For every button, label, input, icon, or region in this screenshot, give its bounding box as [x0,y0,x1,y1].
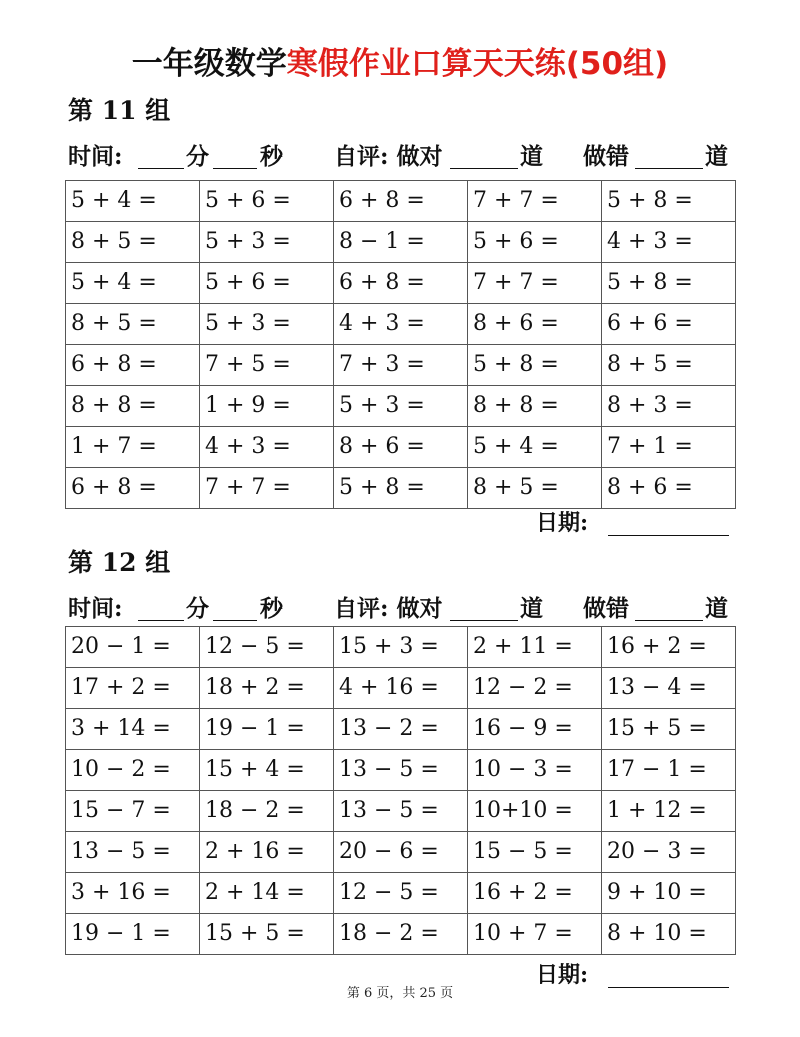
date-row [536,508,736,538]
problem-cell[interactable]: 15 − 5 = [468,832,602,873]
page-title-part2: 寒假作业口算天天练(50组) [286,46,669,82]
problem-cell[interactable]: 6 + 8 = [66,345,200,386]
problem-cell[interactable]: 8 + 5 = [468,468,602,509]
wrong-unit-label: 道 [705,595,728,622]
problem-cell[interactable]: 7 + 7 = [468,181,602,222]
problem-cell[interactable]: 13 − 4 = [602,668,736,709]
problem-cell[interactable]: 10+10 = [468,791,602,832]
problem-cell[interactable]: 6 + 6 = [602,304,736,345]
problem-grid [65,626,736,955]
problem-cell[interactable]: 20 − 3 = [602,832,736,873]
problem-cell[interactable]: 5 + 4 = [66,181,200,222]
problem-cell[interactable]: 7 + 7 = [468,263,602,304]
problem-cell[interactable]: 6 + 8 = [66,468,200,509]
problem-cell[interactable]: 18 − 2 = [334,914,468,955]
problem-cell[interactable]: 7 + 7 = [200,468,334,509]
problem-cell[interactable]: 7 + 1 = [602,427,736,468]
problem-cell[interactable]: 8 − 1 = [334,222,468,263]
minutes-blank[interactable] [138,168,184,169]
problem-cell[interactable]: 8 + 5 = [66,304,200,345]
problem-cell[interactable]: 7 + 5 = [200,345,334,386]
problem-row [66,181,736,222]
problem-cell[interactable]: 2 + 14 = [200,873,334,914]
problem-row [66,345,736,386]
problem-cell[interactable]: 5 + 6 = [200,181,334,222]
problem-cell[interactable]: 15 − 7 = [66,791,200,832]
correct-unit-label: 道 [520,595,543,622]
minutes-blank[interactable] [138,620,184,621]
problem-cell[interactable]: 16 + 2 = [602,627,736,668]
problem-cell[interactable]: 8 + 5 = [602,345,736,386]
wrong-label: 做错 [583,143,629,170]
page-title-part1: 一年级数学 [131,46,287,82]
problem-cell[interactable]: 3 + 14 = [66,709,200,750]
problem-row [66,222,736,263]
problem-cell[interactable]: 2 + 16 = [200,832,334,873]
group-title: 第 12 组 [68,548,171,577]
problem-cell[interactable]: 10 − 3 = [468,750,602,791]
problem-cell[interactable]: 1 + 9 = [200,386,334,427]
problem-row [66,627,736,668]
problem-cell[interactable]: 15 + 5 = [602,709,736,750]
problem-cell[interactable]: 19 − 1 = [66,914,200,955]
problem-row [66,914,736,955]
problem-cell[interactable]: 5 + 3 = [334,386,468,427]
problem-cell[interactable]: 8 + 6 = [334,427,468,468]
problem-cell[interactable]: 5 + 6 = [200,263,334,304]
problem-cell[interactable]: 4 + 16 = [334,668,468,709]
problem-cell[interactable]: 5 + 8 = [468,345,602,386]
problem-cell[interactable]: 8 + 6 = [468,304,602,345]
wrong-count-blank[interactable] [635,620,703,621]
problem-cell[interactable]: 13 − 5 = [334,750,468,791]
correct-unit-label: 道 [520,143,543,170]
problem-cell[interactable]: 13 − 5 = [66,832,200,873]
self-eval-label: 自评: 做对 [334,143,443,170]
problem-cell[interactable]: 5 + 4 = [468,427,602,468]
group-title: 第 11 组 [68,96,171,125]
problem-cell[interactable]: 3 + 16 = [66,873,200,914]
problem-cell[interactable]: 13 − 5 = [334,791,468,832]
problem-cell[interactable]: 10 + 7 = [468,914,602,955]
date-blank[interactable] [608,535,729,536]
minutes-label: 分 [186,595,209,622]
problem-cell[interactable]: 17 + 2 = [66,668,200,709]
page-title [0,42,800,86]
time-label: 时间: [68,143,123,170]
problem-row [66,263,736,304]
problem-cell[interactable]: 19 − 1 = [200,709,334,750]
problem-row [66,304,736,345]
problem-cell[interactable]: 8 + 5 = [66,222,200,263]
problem-cell[interactable]: 1 + 7 = [66,427,200,468]
problem-cell[interactable]: 15 + 5 = [200,914,334,955]
problem-row [66,427,736,468]
wrong-unit-label: 道 [705,143,728,170]
problem-cell[interactable]: 10 − 2 = [66,750,200,791]
problem-cell[interactable]: 4 + 3 = [200,427,334,468]
problem-row [66,832,736,873]
wrong-label: 做错 [583,595,629,622]
seconds-blank[interactable] [213,620,257,621]
problem-row [66,750,736,791]
problem-grid [65,180,736,509]
minutes-label: 分 [186,143,209,170]
problem-cell[interactable]: 18 − 2 = [200,791,334,832]
date-label: 日期: [536,962,589,988]
problem-cell[interactable]: 15 + 4 = [200,750,334,791]
correct-count-blank[interactable] [450,620,518,621]
problem-cell[interactable]: 8 + 8 = [66,386,200,427]
problem-cell[interactable]: 5 + 3 = [200,222,334,263]
problem-row [66,873,736,914]
problem-cell[interactable]: 8 + 6 = [602,468,736,509]
problem-cell[interactable]: 4 + 3 = [602,222,736,263]
problem-cell[interactable]: 6 + 8 = [334,181,468,222]
problem-cell[interactable]: 8 + 3 = [602,386,736,427]
problem-cell[interactable]: 5 + 8 = [334,468,468,509]
correct-count-blank[interactable] [450,168,518,169]
page-footer: 第 6 页，共 25 页 [346,986,454,1001]
info-row [68,594,748,624]
problem-cell[interactable]: 16 − 9 = [468,709,602,750]
self-eval-label: 自评: 做对 [334,595,443,622]
problem-cell[interactable]: 4 + 3 = [334,304,468,345]
seconds-blank[interactable] [213,168,257,169]
problem-cell[interactable]: 5 + 4 = [66,263,200,304]
problem-cell[interactable]: 5 + 8 = [602,263,736,304]
problem-cell[interactable]: 7 + 3 = [334,345,468,386]
problem-cell[interactable]: 17 − 1 = [602,750,736,791]
date-label: 日期: [536,510,589,536]
problem-cell[interactable]: 20 − 6 = [334,832,468,873]
problem-cell[interactable]: 12 − 5 = [200,627,334,668]
problem-row [66,709,736,750]
seconds-label: 秒 [260,595,283,622]
wrong-count-blank[interactable] [635,168,703,169]
problem-cell[interactable]: 8 + 10 = [602,914,736,955]
problem-cell[interactable]: 5 + 6 = [468,222,602,263]
problem-row [66,791,736,832]
problem-cell[interactable]: 15 + 3 = [334,627,468,668]
problem-cell[interactable]: 5 + 8 = [602,181,736,222]
problem-cell[interactable]: 12 − 2 = [468,668,602,709]
problem-cell[interactable]: 2 + 11 = [468,627,602,668]
problem-cell[interactable]: 18 + 2 = [200,668,334,709]
problem-row [66,468,736,509]
problem-row [66,386,736,427]
seconds-label: 秒 [260,143,283,170]
problem-cell[interactable]: 9 + 10 = [602,873,736,914]
info-row [68,142,748,172]
problem-cell[interactable]: 5 + 3 = [200,304,334,345]
problem-cell[interactable]: 13 − 2 = [334,709,468,750]
problem-cell[interactable]: 16 + 2 = [468,873,602,914]
problem-row [66,668,736,709]
problem-cell[interactable]: 12 − 5 = [334,873,468,914]
problem-cell[interactable]: 6 + 8 = [334,263,468,304]
time-label: 时间: [68,595,123,622]
problem-cell[interactable]: 20 − 1 = [66,627,200,668]
problem-cell[interactable]: 8 + 8 = [468,386,602,427]
problem-cell[interactable]: 1 + 12 = [602,791,736,832]
